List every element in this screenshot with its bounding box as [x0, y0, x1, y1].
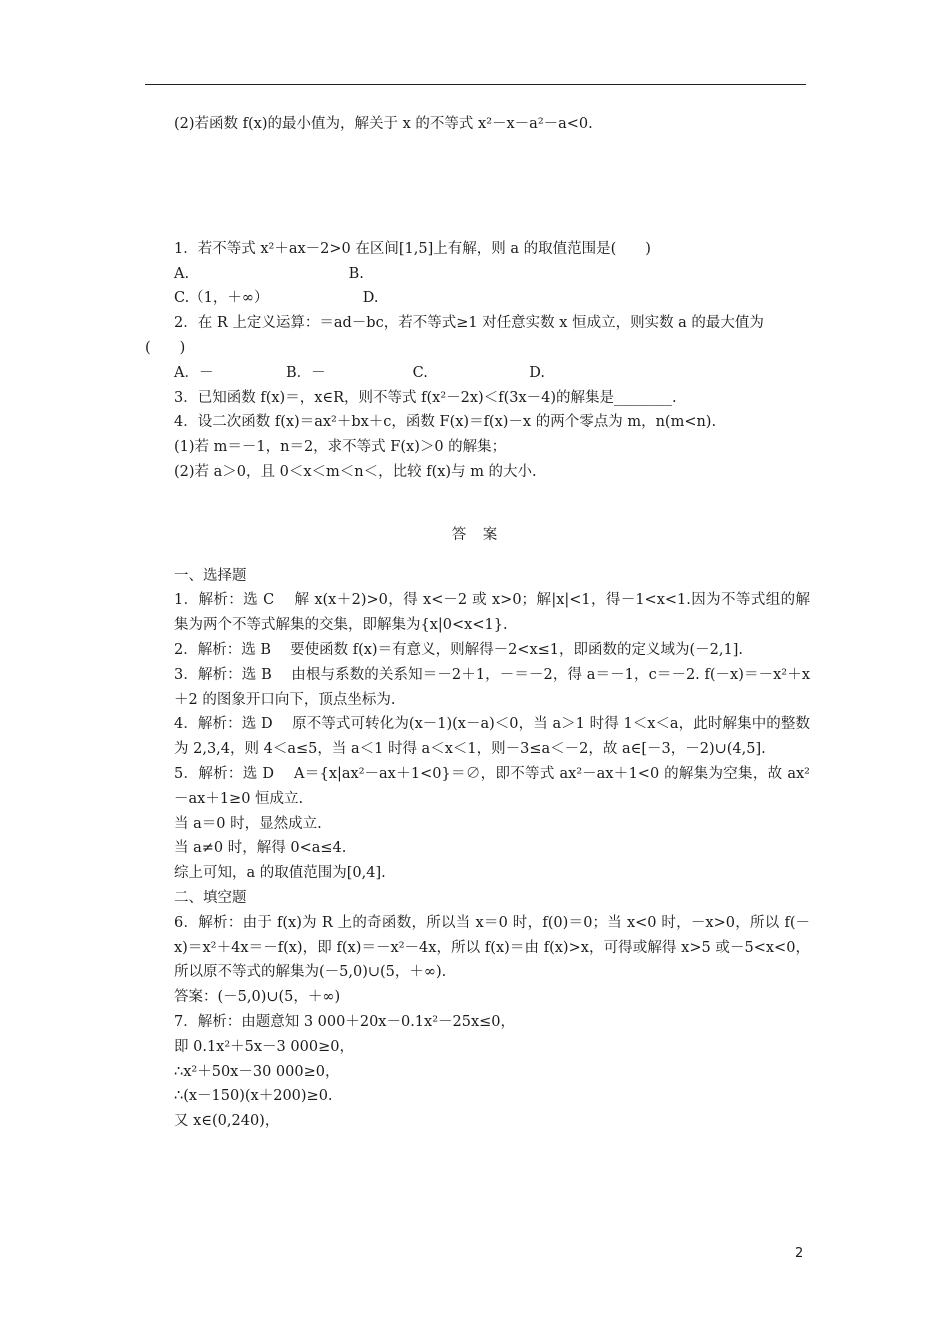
answer-line: 2．解析：选 B 要使函数 f(x)＝有意义，则解得－2<x≤1，即函数的定义域为(－2,1]. [174, 641, 743, 658]
answer-line: 1．解析：选 C 解 x(x＋2)>0，得 x<－2 或 x>0；解|x|<1，得－1<x<1.因为不等式组的解集为两个不等式解集的交集，即解集为{x|0<x<1}. [174, 592, 810, 634]
answer-list [145, 564, 810, 1134]
answer-line: 4．解析：选 D 原不等式可转化为(x－1)(x－a)＜0，当 a＞1 时得 1＜x＜a，此时解集中的整数为 2,3,4，则 4＜a≤5，当 a＜1 时得 a＜x＜1，则－3≤a＜－2，故 a∈[－3，－2)∪(4,5]. [174, 716, 810, 758]
answer-line: 当 a≠0 时，解得 0<a≤4. [174, 840, 347, 857]
answer-line: 又 x∈(0,240)， [174, 1113, 280, 1130]
answer-line: 综上可知，a 的取值范围为[0,4]. [174, 865, 386, 882]
answer-line: 一、选择题 [174, 567, 247, 584]
exercise-line: (2)若 a＞0，且 0＜x＜m＜n＜，比较 f(x)与 m 的大小. [174, 463, 537, 480]
exercise-line: C.（1，＋∞） D. [174, 290, 379, 307]
exercise-line: A．－ B．－ C. D. [174, 364, 546, 381]
answer-line: 即 0.1x²＋5x－3 000≥0， [174, 1038, 354, 1055]
answer-line: 7．解析：由题意知 3 000＋20x－0.1x²－25x≤0， [174, 1013, 516, 1030]
answer-line: ∴(x－150)(x＋200)≥0. [174, 1088, 333, 1105]
exercise-line: 4．设二次函数 f(x)＝ax²＋bx＋c，函数 F(x)＝f(x)－x 的两个零点为 m，n(m<n). [174, 414, 717, 431]
answer-line: ∴x²＋50x－30 000≥0， [174, 1063, 340, 1080]
page-content [145, 112, 810, 1134]
problem-part-2: (2)若函数 f(x)的最小值为，解关于 x 的不等式 x²－x－a²－a<0. [174, 116, 593, 132]
answer-line: 当 a＝0 时，显然成立. [174, 815, 322, 832]
header-rule [145, 84, 806, 85]
exercise-line: (1)若 m＝－1，n＝2，求不等式 F(x)＞0 的解集； [174, 439, 507, 456]
page-number: 2 [795, 1246, 804, 1261]
exercise-line: 2．在 R 上定义运算：＝ad－bc，若不等式≥1 对任意实数 x 恒成立，则实数 a 的最大值为 [174, 315, 764, 332]
answer-line: 6．解析：由于 f(x)为 R 上的奇函数，所以当 x＝0 时，f(0)＝0；当 x<0 时，－x>0，所以 f(－x)＝x²＋4x＝－f(x)，即 f(x)＝－x²－4x，所以 f(x)＝由 f(x)>x，可得或解得 x>5 或－5<x<0，所以原不等式的解集为(－5,0)∪(5，＋∞). [174, 914, 810, 981]
exercise-line: 1．若不等式 x²＋ax－2>0 在区间[1,5]上有解，则 a 的取值范围是( ) [174, 240, 651, 257]
answer-line: 5．解析：选 D A＝{x|ax²－ax＋1<0}＝∅，即不等式 ax²－ax＋1<0 的解集为空集，故 ax²－ax＋1≥0 恒成立. [174, 765, 810, 807]
exercise-line: 3．已知函数 f(x)＝，x∈R，则不等式 f(x²－2x)＜f(3x－4)的解集是________. [174, 389, 677, 406]
answer-line: 答案：(－5,0)∪(5，＋∞) [174, 989, 341, 1006]
answer-heading: 答 案 [451, 526, 504, 543]
exercise-line: A. B. [174, 265, 364, 282]
answer-line: 3．解析：选 B 由根与系数的关系知＝－2＋1，－＝－2，得 a＝－1，c＝－2. f(－x)＝－x²＋x＋2 的图象开口向下，顶点坐标为. [174, 666, 810, 708]
exercise-line: ( ) [145, 339, 186, 356]
exercise-list [145, 237, 810, 485]
answer-line: 二、填空题 [174, 889, 247, 906]
